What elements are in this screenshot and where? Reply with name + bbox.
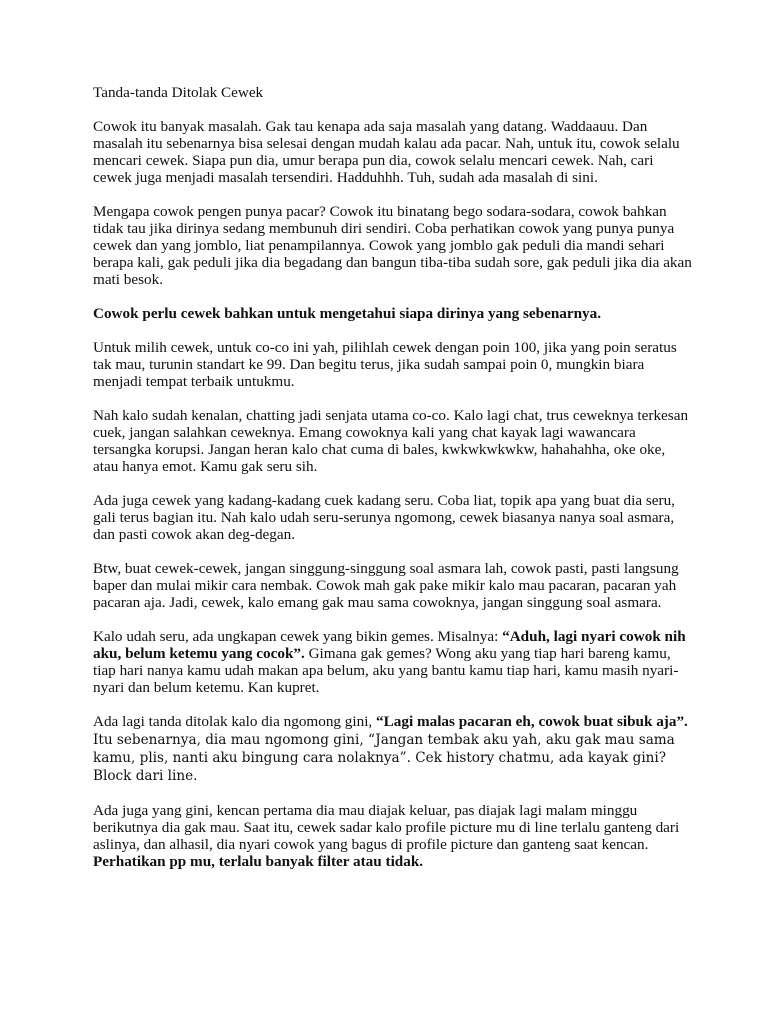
paragraph-4: Untuk milih cewek, untuk co-co ini yah, pilihlah cewek dengan poin 100, jika yang poin seratus tak mau, turunin standart ke 99. Dan begitu terus, jika sudah sampai poin 0, mungkin biara menjadi tempat terbaik untukmu. xyxy=(93,339,677,390)
document-title: Tanda-tanda Ditolak Cewek xyxy=(93,84,264,101)
paragraph-8-rest: Gimana gak gemes? Wong aku yang tiap hari bareng kamu, tiap hari nanya kamu udah makan apa belum, aku yang bantu kamu tiap hari, kamu masih nyari-nyari dan belum ketemu. Kan kupret. xyxy=(93,645,679,696)
paragraph-2: Mengapa cowok pengen punya pacar? Cowok itu binatang bego sodara-sodara, cowok bahkan tidak tau jika dirinya sedang membunuh diri sendiri. Coba perhatikan cowok yang punya punya cewek dan yang jomblo, liat penampilannya. Cowok yang jomblo gak peduli dia mandi sehari berapa kali, gak peduli jika dia begadang dan bangun tiba-tiba sudah sore, gak peduli jika dia akan mati besok. xyxy=(93,203,692,288)
paragraph-8 xyxy=(93,628,693,696)
paragraph-9-intro: Ada lagi tanda ditolak kalo dia ngomong gini, xyxy=(93,713,377,730)
paragraph-3-bold xyxy=(93,305,693,322)
paragraph-6: Ada juga cewek yang kadang-kadang cuek kadang seru. Coba liat, topik apa yang buat dia seru, gali terus bagian itu. Nah kalo udah seru-serunya ngomong, cewek biasanya nanya soal asmara, dan pasti cowok akan deg-degan. xyxy=(93,492,675,543)
paragraph-1: Cowok itu banyak masalah. Gak tau kenapa ada saja masalah yang datang. Waddaauu. Dan masalah itu sebenarnya bisa selesai dengan mudah kalau ada pacar. Nah, untuk itu, cowok selalu mencari cewek. Siapa pun dia, umur berapa pun dia, cowok selalu mencari cewek. Nah, cari cewek juga menjadi masalah tersendiri. Hadduhhh. Tuh, sudah ada masalah di sini. xyxy=(93,118,680,186)
paragraph-8-quote: “Aduh, lagi nyari cowok nih aku, belum ketemu yang cocok”. xyxy=(93,628,686,662)
bold-statement: Cowok perlu cewek bahkan untuk mengetahui siapa dirinya yang sebenarnya. xyxy=(93,305,602,322)
paragraph-10 xyxy=(93,802,693,870)
paragraph-9-rest: Itu sebenarnya, dia mau ngomong gini, “Jangan tembak aku yah, aku gak mau sama kamu, plis, nanti aku bingung cara nolaknya”. Cek history chatmu, ada kayak gini? Block dari line. xyxy=(93,732,675,784)
paragraph-10-bold: Perhatikan pp mu, terlalu banyak filter atau tidak. xyxy=(93,853,424,870)
paragraph-9-quote: “Lagi malas pacaran eh, cowok buat sibuk aja”. xyxy=(376,713,688,730)
document-body xyxy=(93,84,693,887)
paragraph-9 xyxy=(93,713,693,785)
paragraph-8-intro: Kalo udah seru, ada ungkapan cewek yang bikin gemes. Misalnya: xyxy=(93,628,503,645)
paragraph-7: Btw, buat cewek-cewek, jangan singgung-singgung soal asmara lah, cowok pasti, pasti langsung baper dan mulai mikir cara nembak. Cowok mah gak pake mikir kalo mau pacaran, pacaran yah pacaran aja. Jadi, cewek, kalo emang gak mau sama cowoknya, jangan singgung soal asmara. xyxy=(93,560,679,611)
paragraph-5: Nah kalo sudah kenalan, chatting jadi senjata utama co-co. Kalo lagi chat, trus ceweknya terkesan cuek, jangan salahkan ceweknya. Emang cowoknya kali yang chat kayak lagi wawancara tersangka korupsi. Jangan heran kalo chat cuma di bales, kwkwkwkwkw, hahahahha, oke oke, atau hanya emot. Kamu gak seru sih. xyxy=(93,407,689,475)
paragraph-10-text: Ada juga yang gini, kencan pertama dia mau diajak keluar, pas diajak lagi malam minggu berikutnya dia gak mau. Saat itu, cewek sadar kalo profile picture mu di line terlalu ganteng dari aslinya, dan alhasil, dia nyari cowok yang bagus di profile picture dan ganteng saat kencan. xyxy=(93,802,680,853)
